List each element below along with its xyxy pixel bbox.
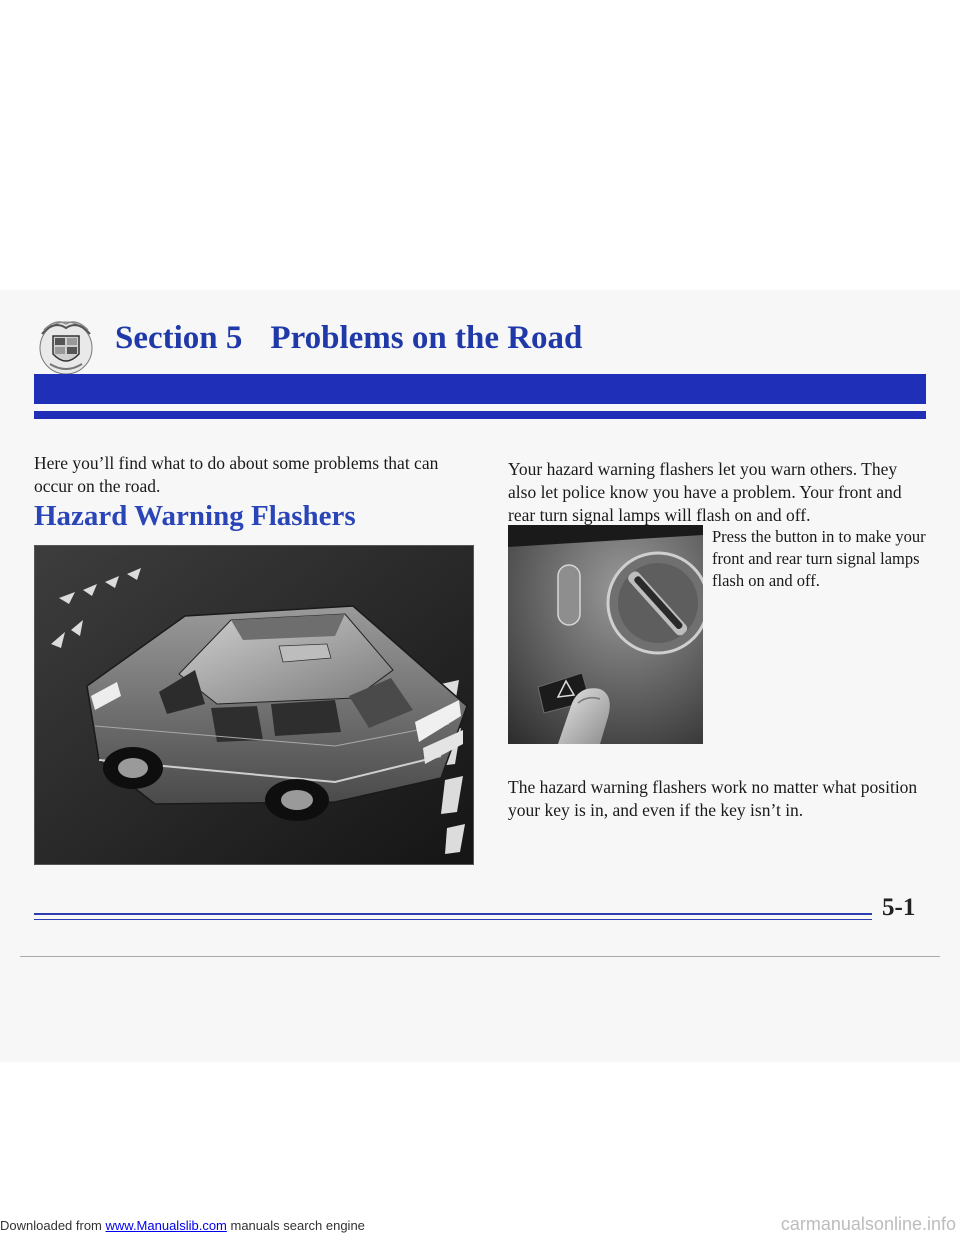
footer-suffix: manuals search engine [226,1218,365,1233]
header-stripe [34,411,926,419]
watermark: carmanualsonline.info [780,1214,956,1234]
manual-page [0,290,960,1062]
car-flashers-illustration [34,545,474,865]
cadillac-crest-icon [34,314,98,378]
hazard-heading: Hazard Warning Flashers [34,500,356,532]
section-title [115,320,582,357]
button-caption: Press the button in to make your front and rear turn signal lamps flash on and off. [712,527,926,590]
manualslib-link[interactable]: www.Manualslib.com [105,1218,227,1233]
download-footer [0,1218,365,1233]
footer-prefix: Downloaded from [0,1218,106,1233]
page-edge-line [20,956,940,957]
header-band [34,374,926,404]
section-number: Section 5 [115,320,243,356]
hazard-button-photo [508,525,703,744]
page-top-margin [0,0,960,290]
section-name: Problems on the Road [270,320,583,356]
intro-text: Here you’ll find what to do about some problems that can occur on the road. [34,453,439,496]
hazard-description: Your hazard warning flashers let you warn others. They also let police know you have a problem. Your front and rear turn signal lamps will flash on and off. [508,459,902,525]
key-position-text: The hazard warning flashers work no matter what position your key is in, and even if the key isn’t in. [508,777,918,820]
footer-rule [34,913,872,915]
footer-rule-thin [34,919,872,920]
page-number: 5-1 [882,894,916,921]
